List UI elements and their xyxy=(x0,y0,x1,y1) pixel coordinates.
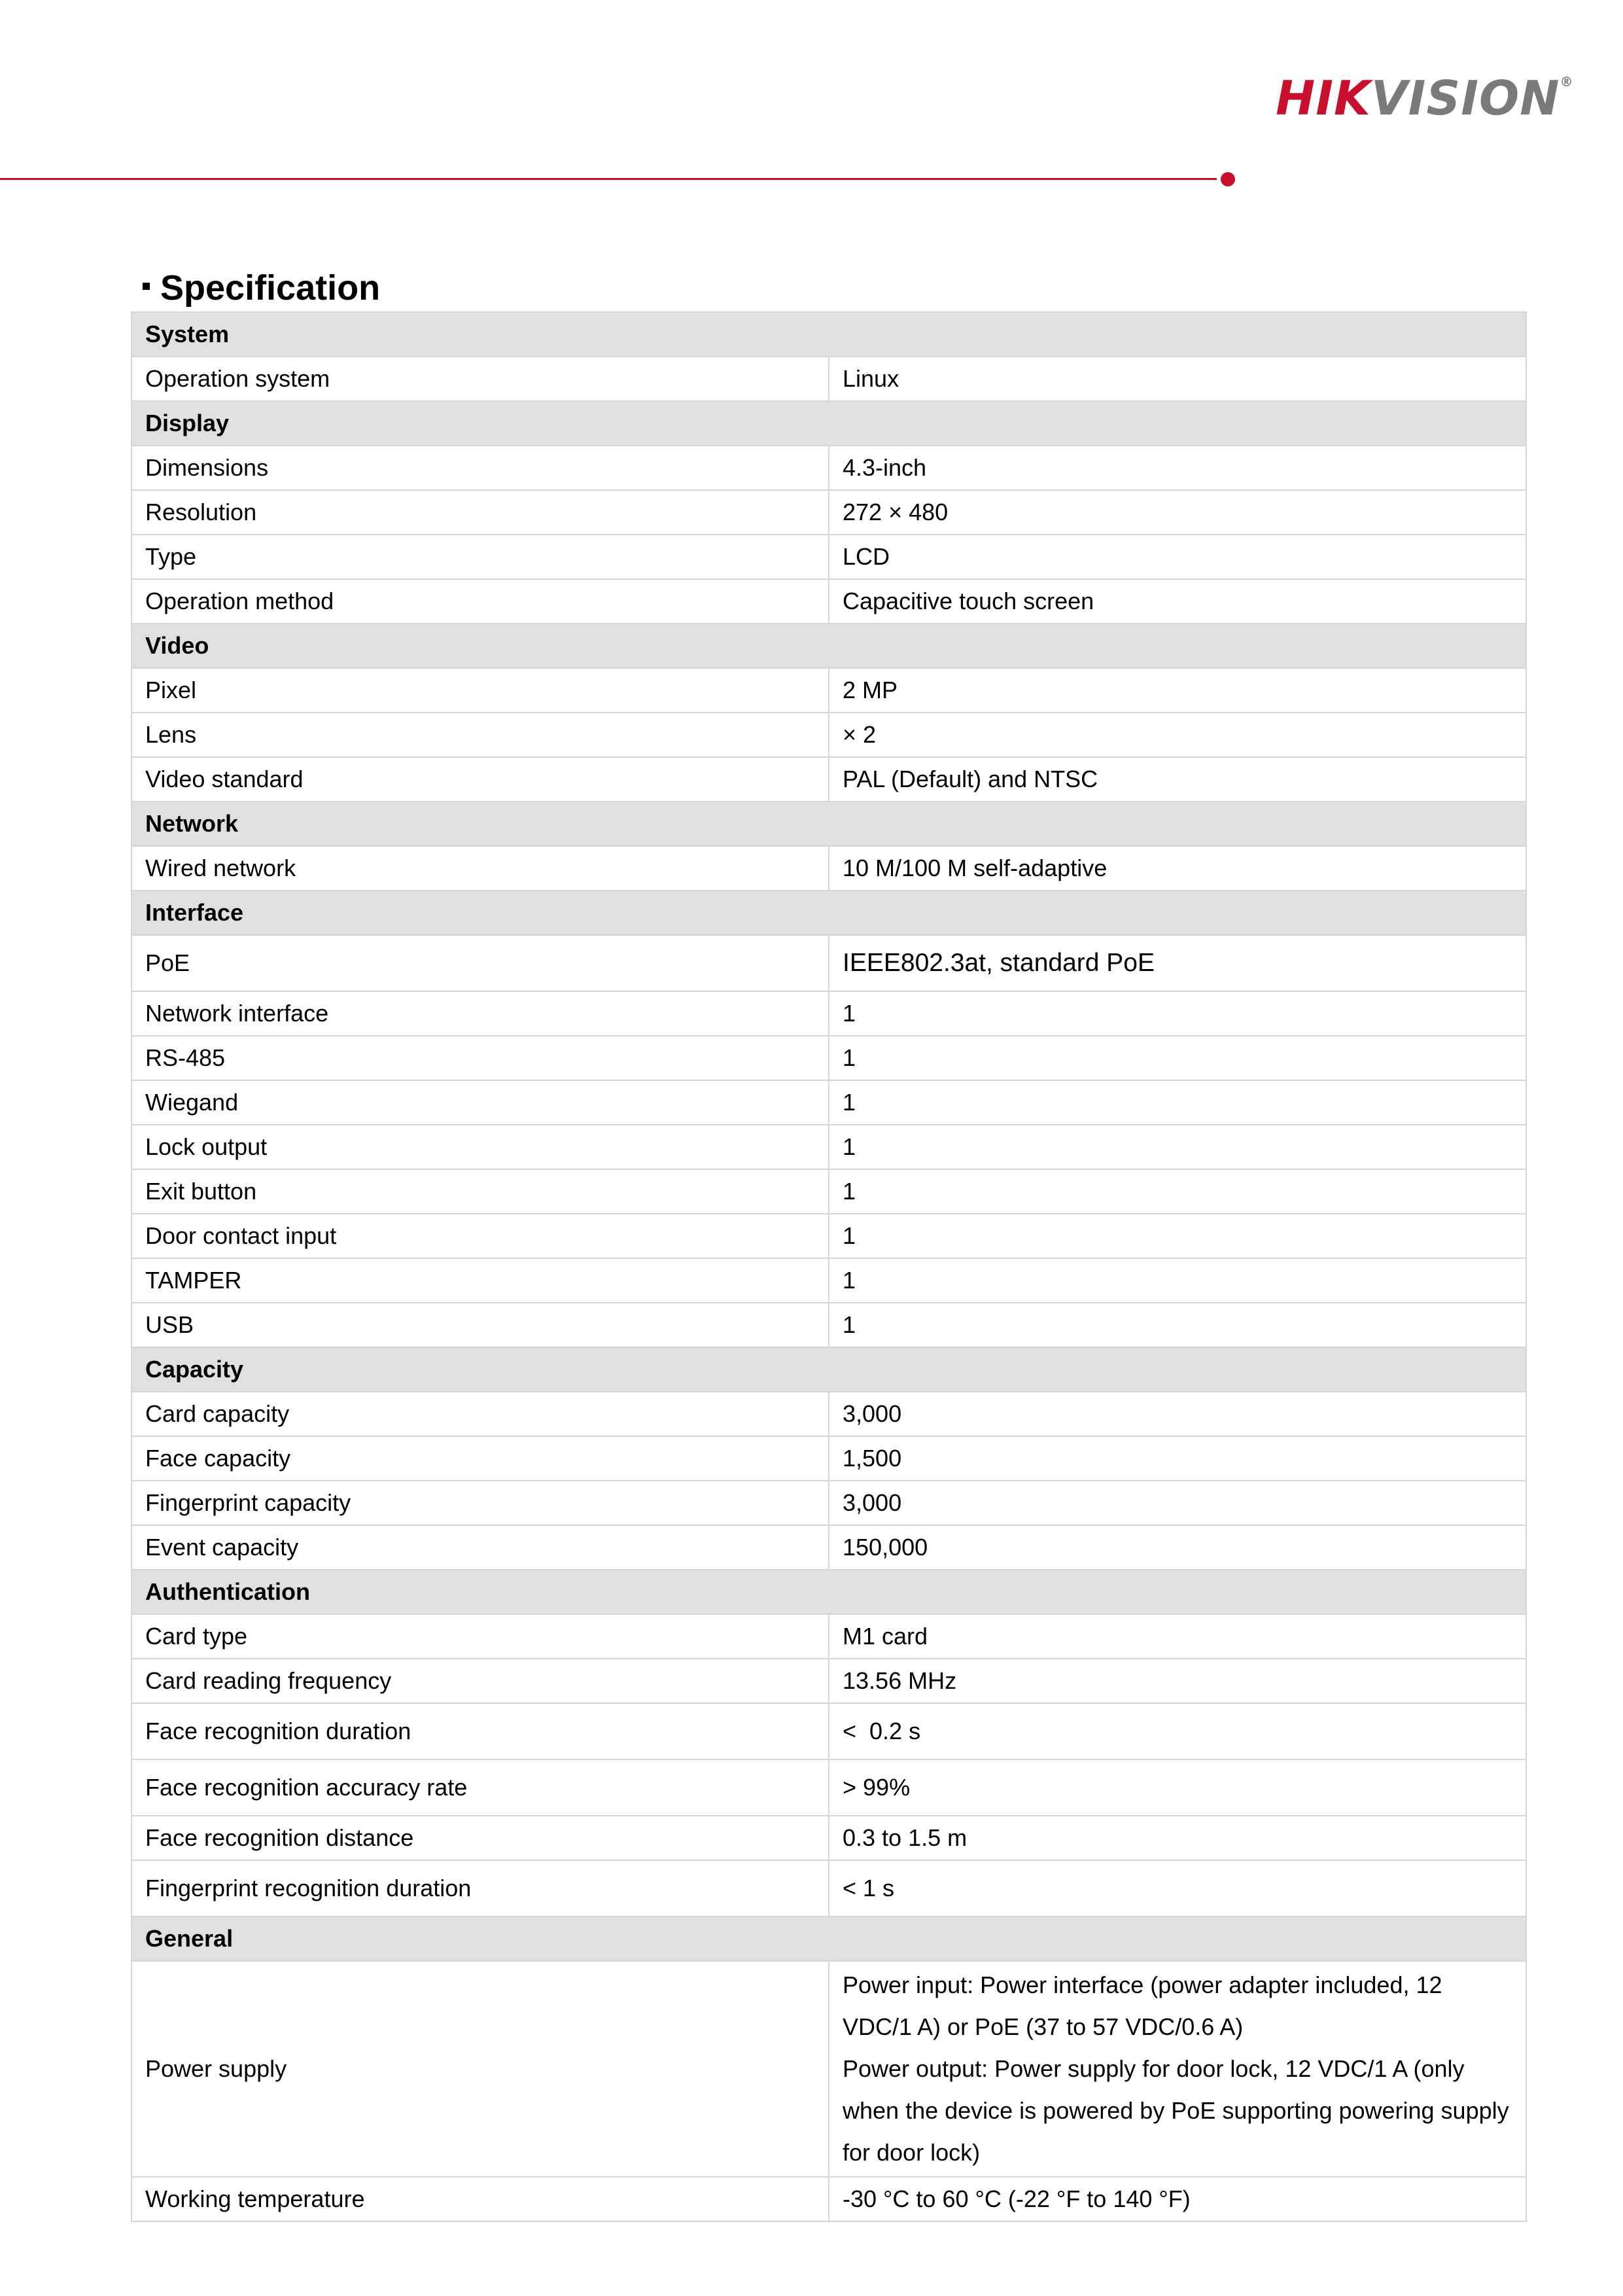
spec-value: 1 xyxy=(829,1036,1526,1080)
table-row xyxy=(131,1860,1526,1916)
table-row xyxy=(131,1036,1526,1080)
spec-value: 1 xyxy=(829,1080,1526,1125)
spec-label: Face recognition distance xyxy=(131,1816,829,1860)
table-row xyxy=(131,1759,1526,1816)
table-row xyxy=(131,1214,1526,1258)
spec-value: 3,000 xyxy=(829,1392,1526,1436)
spec-value: 1,500 xyxy=(829,1436,1526,1481)
group-row xyxy=(131,1347,1526,1392)
group-title: Network xyxy=(131,802,1526,846)
group-title: Capacity xyxy=(131,1347,1526,1392)
group-title: Authentication xyxy=(131,1570,1526,1614)
table-row xyxy=(131,935,1526,991)
table-row xyxy=(131,1703,1526,1759)
table-row xyxy=(131,991,1526,1036)
table-row xyxy=(131,490,1526,535)
spec-label: Lens xyxy=(131,713,829,757)
spec-label: Face capacity xyxy=(131,1436,829,1481)
spec-value-multiline xyxy=(829,1961,1526,2177)
spec-label: RS-485 xyxy=(131,1036,829,1080)
spec-label: Card capacity xyxy=(131,1392,829,1436)
group-title: General xyxy=(131,1916,1526,1961)
spec-label: Face recognition duration xyxy=(131,1703,829,1759)
header-rule-dot xyxy=(1221,172,1235,186)
power-input-text: Power input: Power interface (power adapter included, 12 VDC/1 A) or PoE (37 to 57 VDC/0.6 A) xyxy=(843,1971,1442,2040)
table-row xyxy=(131,2177,1526,2221)
table-row xyxy=(131,1169,1526,1214)
table-row xyxy=(131,1961,1526,2177)
group-row xyxy=(131,312,1526,357)
spec-label: Event capacity xyxy=(131,1525,829,1570)
spec-value: 150,000 xyxy=(829,1525,1526,1570)
spec-label: Fingerprint recognition duration xyxy=(131,1860,829,1916)
spec-label: Face recognition accuracy rate xyxy=(131,1759,829,1816)
spec-value: < 1 s xyxy=(829,1860,1526,1916)
table-row xyxy=(131,846,1526,891)
specification-table xyxy=(131,311,1527,2222)
spec-label: Lock output xyxy=(131,1125,829,1169)
table-row xyxy=(131,357,1526,401)
table-row xyxy=(131,1614,1526,1659)
group-title: Video xyxy=(131,624,1526,668)
spec-value: 0.3 to 1.5 m xyxy=(829,1816,1526,1860)
spec-value: Linux xyxy=(829,357,1526,401)
spec-label: Operation system xyxy=(131,357,829,401)
spec-label: Video standard xyxy=(131,757,829,802)
hikvision-logo xyxy=(1276,69,1574,128)
table-row xyxy=(131,1080,1526,1125)
spec-value: 272 × 480 xyxy=(829,490,1526,535)
spec-label: Card reading frequency xyxy=(131,1659,829,1703)
spec-value: 1 xyxy=(829,1303,1526,1347)
spec-label: Power supply xyxy=(131,1961,829,2177)
table-row xyxy=(131,757,1526,802)
spec-value: 1 xyxy=(829,991,1526,1036)
spec-value: 4.3-inch xyxy=(829,446,1526,490)
spec-label: Working temperature xyxy=(131,2177,829,2221)
group-title: System xyxy=(131,312,1526,357)
table-row xyxy=(131,1436,1526,1481)
group-title: Display xyxy=(131,401,1526,446)
spec-value: -30 °C to 60 °C (-22 °F to 140 °F) xyxy=(829,2177,1526,2221)
spec-value: × 2 xyxy=(829,713,1526,757)
spec-label: Door contact input xyxy=(131,1214,829,1258)
spec-label: Wiegand xyxy=(131,1080,829,1125)
table-row xyxy=(131,1481,1526,1525)
spec-value: PAL (Default) and NTSC xyxy=(829,757,1526,802)
spec-value: 1 xyxy=(829,1169,1526,1214)
table-row xyxy=(131,1525,1526,1570)
spec-value: M1 card xyxy=(829,1614,1526,1659)
table-row xyxy=(131,1125,1526,1169)
power-output-text: Power output: Power supply for door lock, 12 VDC/1 A (only when the device is powered by PoE supporting powering supply for door lock) xyxy=(843,2055,1509,2166)
table-row xyxy=(131,1258,1526,1303)
spec-label: Card type xyxy=(131,1614,829,1659)
spec-value: 1 xyxy=(829,1125,1526,1169)
spec-value: 1 xyxy=(829,1214,1526,1258)
spec-label: Wired network xyxy=(131,846,829,891)
table-row xyxy=(131,1303,1526,1347)
table-row xyxy=(131,1392,1526,1436)
spec-value: < 0.2 s xyxy=(829,1703,1526,1759)
spec-label: Dimensions xyxy=(131,446,829,490)
table-row xyxy=(131,1816,1526,1860)
spec-label: Type xyxy=(131,535,829,579)
spec-label: Operation method xyxy=(131,579,829,624)
spec-value: 10 M/100 M self-adaptive xyxy=(829,846,1526,891)
table-row xyxy=(131,713,1526,757)
spec-value: Capacitive touch screen xyxy=(829,579,1526,624)
section-title-text: Specification xyxy=(160,268,381,308)
group-row xyxy=(131,891,1526,935)
table-row xyxy=(131,668,1526,713)
spec-label: Pixel xyxy=(131,668,829,713)
spec-value: LCD xyxy=(829,535,1526,579)
spec-value: 2 MP xyxy=(829,668,1526,713)
group-row xyxy=(131,1916,1526,1961)
group-title: Interface xyxy=(131,891,1526,935)
logo-part-hik: HIK xyxy=(1276,71,1371,126)
group-row xyxy=(131,401,1526,446)
group-row xyxy=(131,1570,1526,1614)
spec-label: PoE xyxy=(131,935,829,991)
spec-value: 13.56 MHz xyxy=(829,1659,1526,1703)
spec-label: USB xyxy=(131,1303,829,1347)
spec-label: Fingerprint capacity xyxy=(131,1481,829,1525)
table-row xyxy=(131,579,1526,624)
section-title xyxy=(143,265,380,311)
table-row xyxy=(131,535,1526,579)
spec-label: Exit button xyxy=(131,1169,829,1214)
logo-part-vision: VISION xyxy=(1370,71,1560,126)
spec-value: IEEE802.3at, standard PoE xyxy=(829,935,1526,991)
spec-label: Network interface xyxy=(131,991,829,1036)
table-row xyxy=(131,446,1526,490)
logo-registered-mark: ® xyxy=(1560,74,1574,90)
header-rule xyxy=(0,178,1217,180)
spec-value: 1 xyxy=(829,1258,1526,1303)
group-row xyxy=(131,802,1526,846)
spec-value: > 99% xyxy=(829,1759,1526,1816)
group-row xyxy=(131,624,1526,668)
spec-label: TAMPER xyxy=(131,1258,829,1303)
table-row xyxy=(131,1659,1526,1703)
spec-value: 3,000 xyxy=(829,1481,1526,1525)
spec-label: Resolution xyxy=(131,490,829,535)
bullet-square-icon xyxy=(143,283,150,290)
